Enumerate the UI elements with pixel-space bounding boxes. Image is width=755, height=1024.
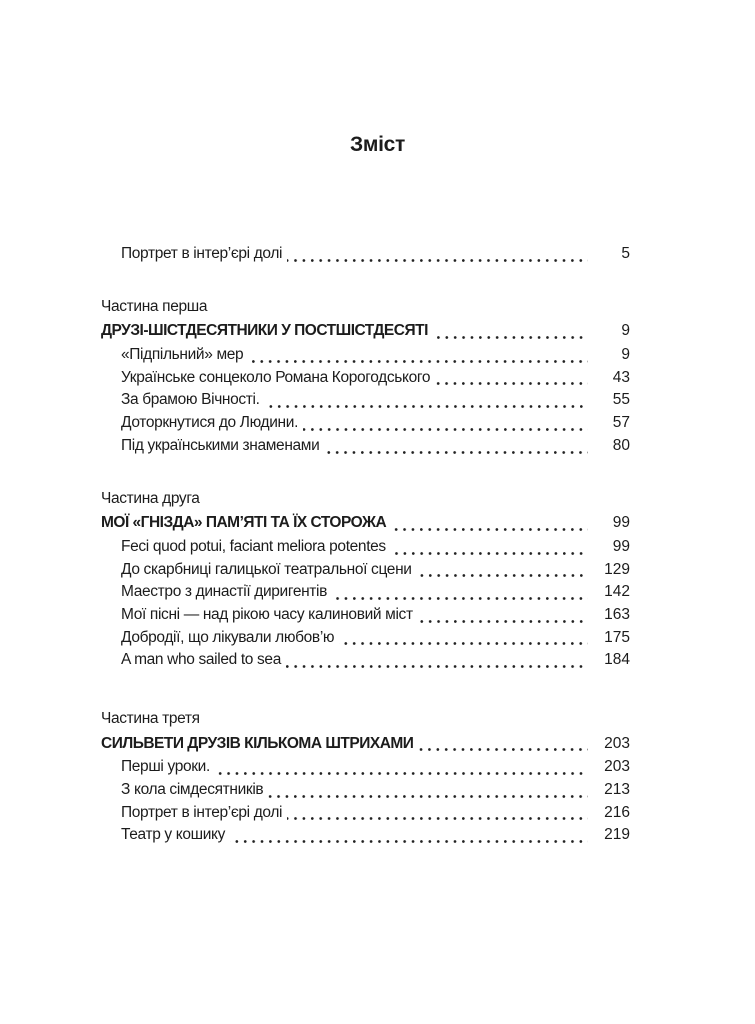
section-label: Частина третя <box>101 710 200 727</box>
toc-section <box>101 488 630 673</box>
dot-leader <box>287 817 588 820</box>
toc-entry-title: За брамою Вічності. <box>121 391 260 409</box>
section-label: Частина друга <box>101 489 200 507</box>
dot-leader <box>303 428 588 431</box>
toc-entry-title: Перші уроки. <box>121 758 210 776</box>
toc-entry-title: A man who sailed to sea <box>121 651 281 669</box>
page-number: 80 <box>612 436 630 454</box>
section-heading-entry <box>101 512 630 535</box>
toc-entry <box>101 412 630 435</box>
page-number: 55 <box>612 391 630 409</box>
dot-leader <box>418 748 588 751</box>
toc-entry <box>101 649 630 672</box>
page-number: 142 <box>604 583 630 601</box>
dot-leader <box>286 665 588 668</box>
toc-entry <box>101 435 630 458</box>
dot-leader <box>332 597 588 600</box>
page-number: 184 <box>604 651 630 669</box>
toc-entry-title: Портрет в інтер’єрі долі <box>121 803 283 821</box>
toc-entry-title: Маестро з династії диригентів <box>121 583 328 601</box>
page-number: 213 <box>604 781 630 799</box>
toc-entry-title: З кола сімдесятників <box>121 781 264 799</box>
page-number: 57 <box>612 414 630 432</box>
dot-leader <box>417 574 588 577</box>
toc-entry <box>101 802 630 825</box>
dot-leader <box>339 642 588 645</box>
toc-entry <box>101 824 630 847</box>
page-number: 219 <box>604 826 630 844</box>
toc-entry <box>101 581 630 604</box>
table-of-contents <box>101 243 630 847</box>
section-label: Частина перша <box>101 297 208 315</box>
dot-leader <box>324 451 588 454</box>
page-number: 99 <box>612 514 630 532</box>
toc-entry-title: Добродії, що лікували любов’ю <box>121 628 335 646</box>
page-number: 9 <box>621 322 630 340</box>
dot-leader <box>215 772 588 775</box>
page-number: 175 <box>604 628 630 646</box>
toc-entry <box>101 604 630 627</box>
dot-leader <box>391 528 588 531</box>
page-title: Зміст <box>350 133 405 156</box>
toc-entry <box>101 389 630 412</box>
toc-entry-title: Мої пісні — над рікою часу калиновий міст <box>121 605 413 623</box>
toc-entry <box>101 559 630 582</box>
dot-leader <box>230 840 588 843</box>
page-number: 9 <box>621 346 630 364</box>
section-heading-title: СИЛЬВЕТИ ДРУЗІВ КІЛЬКОМА ШТРИХАМИ <box>101 734 414 752</box>
page-number: 163 <box>604 605 630 623</box>
toc-entry <box>101 344 630 367</box>
toc-entry-title: Під українськими знаменами <box>121 436 320 454</box>
toc-entry <box>101 367 630 390</box>
page-number: 216 <box>604 803 630 821</box>
toc-entry <box>101 243 630 266</box>
toc-section <box>101 296 630 458</box>
page-number: 43 <box>612 368 630 386</box>
dot-leader <box>287 259 588 262</box>
dot-leader <box>265 405 588 408</box>
dot-leader <box>391 552 588 555</box>
toc-entry <box>101 779 630 802</box>
page-number: 129 <box>604 560 630 578</box>
page-number: 5 <box>621 245 630 262</box>
toc-entry-title: Українське сонцеколо Романа Корогодського <box>121 368 431 386</box>
toc-entry-title: Feci quod potui, faciant meliora potentes <box>121 537 386 555</box>
dot-leader <box>248 360 588 363</box>
dot-leader <box>433 336 588 339</box>
toc-entry <box>101 756 630 779</box>
section-heading-title: МОЇ «ГНІЗДА» ПАМ’ЯТІ ТА ЇХ СТОРОЖА <box>101 514 387 532</box>
toc-entry-title: До скарбниці галицької театральної сцени <box>121 560 412 578</box>
page-number: 203 <box>604 734 630 752</box>
toc-entry <box>101 536 630 559</box>
toc-entry <box>101 627 630 650</box>
toc-entry-title: «Підпільний» мер <box>121 346 244 364</box>
toc-entry-title: Доторкнутися до Людини. <box>121 414 299 432</box>
page-number: 203 <box>604 758 630 776</box>
dot-leader <box>435 382 588 385</box>
dot-leader <box>268 795 588 798</box>
toc-entry-title: Портрет в інтер’єрі долі <box>121 245 283 262</box>
section-heading-title: ДРУЗІ-ШІСТДЕСЯТНИКИ У ПОСТШІСТДЕСЯТІ <box>101 322 428 340</box>
toc-section <box>101 708 630 847</box>
page-number: 99 <box>612 537 630 555</box>
section-heading-entry <box>101 733 630 756</box>
toc-entry-title: Театр у кошику <box>121 826 226 844</box>
dot-leader <box>418 620 588 623</box>
section-heading-entry <box>101 320 630 343</box>
